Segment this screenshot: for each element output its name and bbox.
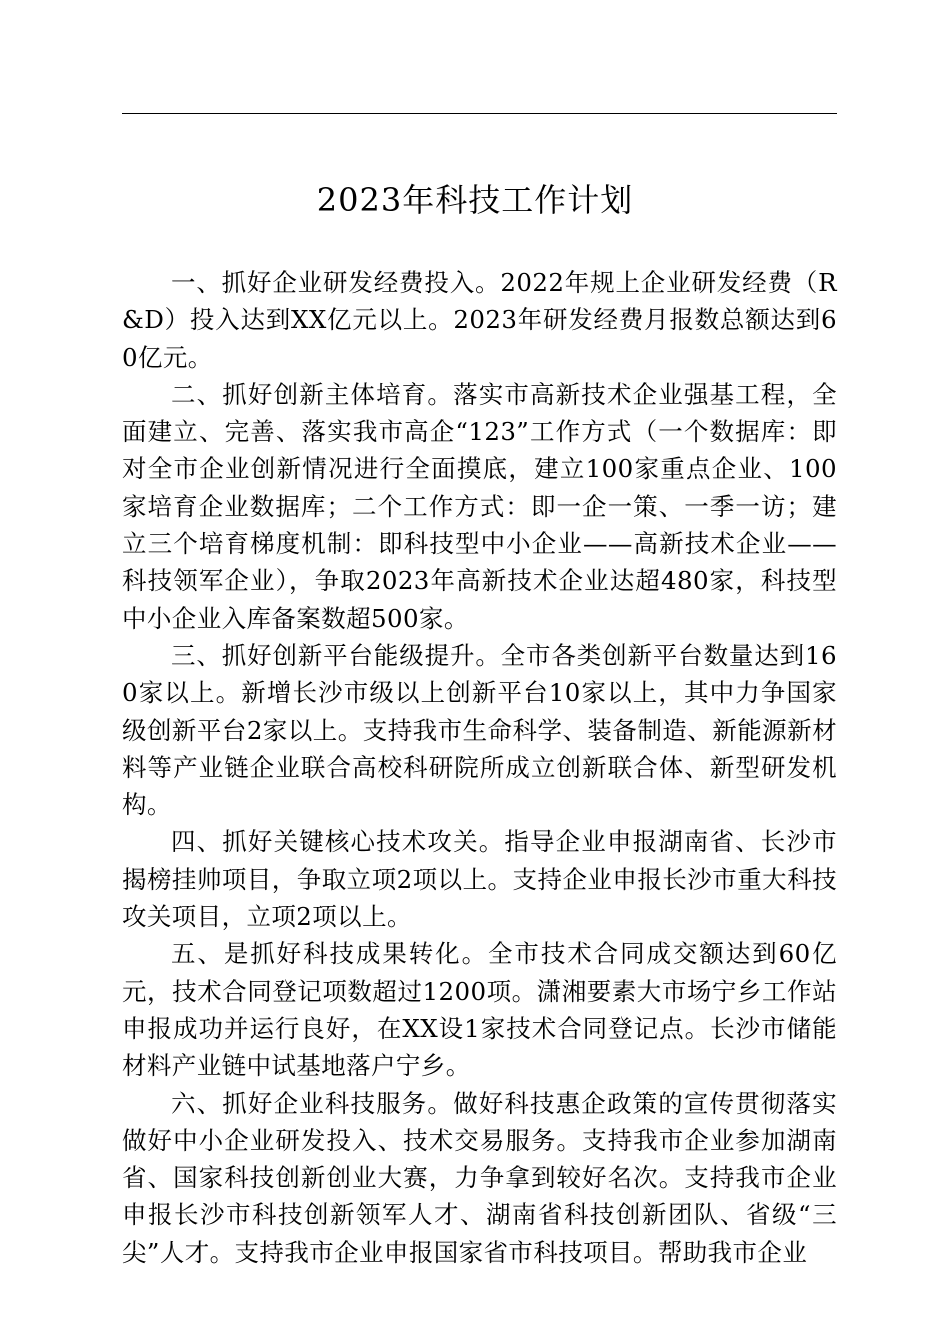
paragraph-3: 三、抓好创新平台能级提升。全市各类创新平台数量达到160家以上。新增长沙市级以上创新平台10家以上，其中力争国家级创新平台2家以上。支持我市生命科学、装备制造、新能源新材料等产业链企业联合高校科研院所成立创新联合体、新型研发机构。 bbox=[122, 640, 837, 820]
paragraph-5: 五、是抓好科技成果转化。全市技术合同成交额达到60亿元，技术合同登记项数超过1200项。潇湘要素大市场宁乡工作站申报成功并运行良好，在XX设1家技术合同登记点。长沙市储能材料产业链中试基地落户宁乡。 bbox=[122, 939, 837, 1081]
document-body bbox=[122, 264, 837, 1271]
paragraph-4: 四、抓好关键核心技术攻关。指导企业申报湖南省、长沙市揭榜挂帅项目，争取立项2项以上。支持企业申报长沙市重大科技攻关项目，立项2项以上。 bbox=[122, 827, 837, 932]
paragraph-1: 一、抓好企业研发经费投入。2022年规上企业研发经费（R&D）投入达到XX亿元以上。2023年研发经费月报数总额达到60亿元。 bbox=[122, 268, 837, 372]
document-title: 2023年科技工作计划 bbox=[316, 181, 634, 219]
paragraph-6: 六、抓好企业科技服务。做好科技惠企政策的宣传贯彻落实做好中小企业研发投入、技术交易服务。支持我市企业参加湖南省、国家科技创新创业大赛，力争拿到较好名次。支持我市企业申报长沙市科技创新领军人才、湖南省科技创新团队、省级“三尖”人才。支持我市企业申报国家省市科技项目。帮助我市企业 bbox=[122, 1088, 837, 1267]
paragraph-2: 二、抓好创新主体培育。落实市高新技术企业强基工程，全面建立、完善、落实我市高企“123”工作方式（一个数据库：即对全市企业创新情况进行全面摸底，建立100家重点企业、100家培育企业数据库；二个工作方式：即一企一策、一季一访；建立三个培育梯度机制：即科技型中小企业——高新技术企业——科技领军企业），争取2023年高新技术企业达超480家，科技型中小企业入库备案数超500家。 bbox=[122, 379, 837, 633]
header-rule bbox=[122, 113, 837, 114]
